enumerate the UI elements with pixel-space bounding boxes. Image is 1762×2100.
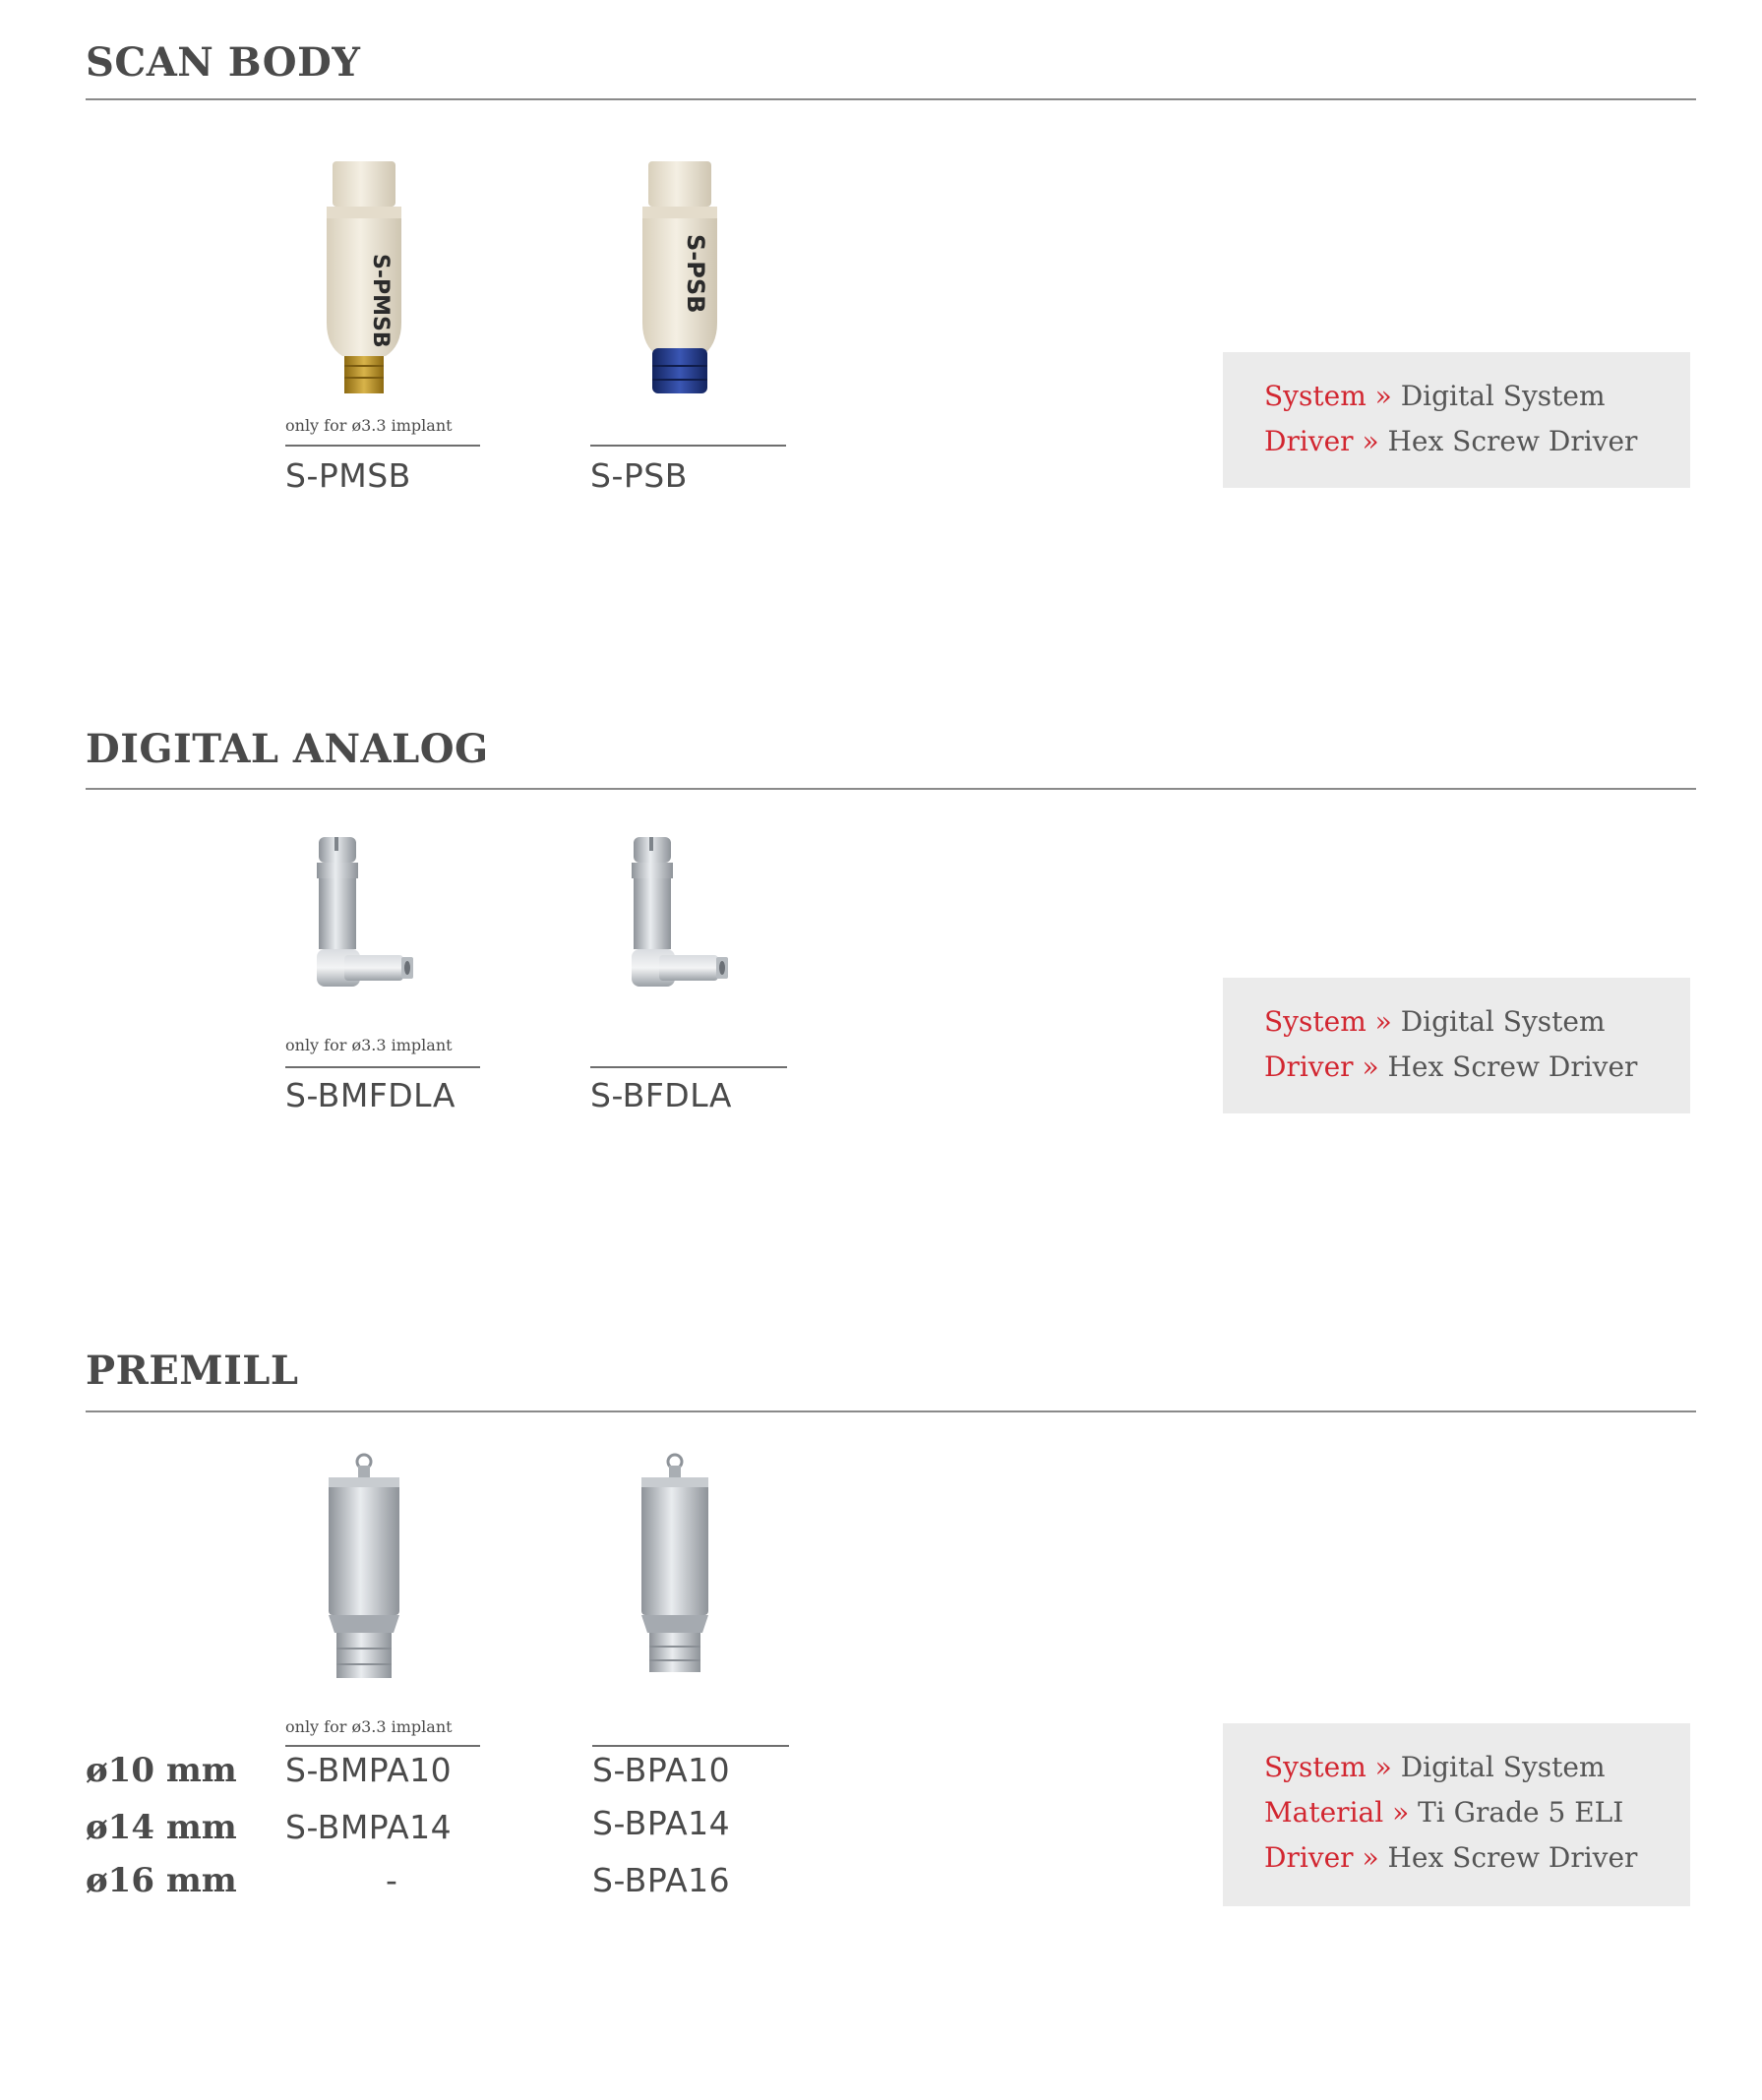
digital-analog-icon xyxy=(620,829,748,1006)
spec-value: Hex Screw Driver xyxy=(1387,425,1638,457)
diameter-label: ø14 mm xyxy=(86,1808,237,1847)
spec-key: System xyxy=(1264,380,1367,412)
product-code: S-BMPA10 xyxy=(285,1751,453,1789)
spec-separator: » xyxy=(1366,1005,1401,1038)
spec-value: Hex Screw Driver xyxy=(1387,1050,1638,1083)
spec-row xyxy=(1264,1835,1690,1881)
product-code: S-BPA10 xyxy=(592,1751,731,1789)
digital-analog-icon xyxy=(305,829,433,1006)
premill-icon xyxy=(315,1452,413,1696)
spec-row xyxy=(1264,1790,1690,1835)
spec-key: Material xyxy=(1264,1796,1384,1829)
product-code: S-BMPA14 xyxy=(285,1808,453,1846)
code-underline xyxy=(285,1745,480,1747)
spec-row xyxy=(1264,999,1690,1045)
product-code: S-PSB xyxy=(590,456,688,495)
scan-body-blue-icon xyxy=(633,155,727,401)
spec-key: Driver xyxy=(1264,1050,1354,1083)
section-title-scan-body: SCAN BODY xyxy=(86,39,361,86)
spec-separator: » xyxy=(1366,1751,1401,1783)
spec-key: Driver xyxy=(1264,1841,1354,1874)
section-divider xyxy=(86,1410,1696,1412)
product-note: only for ø3.3 implant xyxy=(285,1036,453,1054)
product-note: only for ø3.3 implant xyxy=(285,1717,453,1736)
spec-separator: » xyxy=(1366,380,1401,412)
spec-value: Ti Grade 5 ELI xyxy=(1418,1796,1624,1829)
spec-separator: » xyxy=(1353,1050,1388,1083)
code-underline xyxy=(285,1066,480,1068)
spec-box xyxy=(1223,1723,1690,1906)
spec-value: Digital System xyxy=(1400,380,1606,412)
spec-box xyxy=(1223,352,1690,488)
spec-separator: » xyxy=(1383,1796,1419,1829)
spec-value: Digital System xyxy=(1400,1005,1606,1038)
section-title-digital-analog: DIGITAL ANALOG xyxy=(86,726,489,772)
spec-separator: » xyxy=(1353,1841,1388,1874)
spec-key: System xyxy=(1264,1751,1367,1783)
product-code: - xyxy=(386,1861,398,1899)
diameter-label: ø10 mm xyxy=(86,1751,237,1790)
spec-row xyxy=(1264,419,1690,464)
spec-value: Hex Screw Driver xyxy=(1387,1841,1638,1874)
spec-key: System xyxy=(1264,1005,1367,1038)
spec-row xyxy=(1264,1045,1690,1090)
spec-box xyxy=(1223,978,1690,1113)
section-divider xyxy=(86,98,1696,100)
code-underline xyxy=(590,1066,787,1068)
code-underline xyxy=(590,445,786,447)
spec-row xyxy=(1264,1745,1690,1790)
product-code: S-BFDLA xyxy=(590,1076,732,1114)
section-title-premill: PREMILL xyxy=(86,1348,299,1394)
svg-text:S-PSB: S-PSB xyxy=(682,234,709,314)
spec-separator: » xyxy=(1353,425,1388,457)
code-underline xyxy=(285,445,480,447)
spec-value: Digital System xyxy=(1400,1751,1606,1783)
product-code: S-BPA14 xyxy=(592,1804,731,1842)
code-underline xyxy=(592,1745,789,1747)
product-note: only for ø3.3 implant xyxy=(285,416,453,435)
premill-icon xyxy=(626,1452,724,1696)
spec-row xyxy=(1264,374,1690,419)
diameter-label: ø16 mm xyxy=(86,1861,237,1900)
svg-text:S-PMSB: S-PMSB xyxy=(368,254,393,348)
product-code: S-BPA16 xyxy=(592,1861,731,1899)
product-code: S-BMFDLA xyxy=(285,1076,456,1114)
section-divider xyxy=(86,788,1696,790)
product-code: S-PMSB xyxy=(285,456,411,495)
spec-key: Driver xyxy=(1264,425,1354,457)
scan-body-gold-icon xyxy=(317,155,411,401)
